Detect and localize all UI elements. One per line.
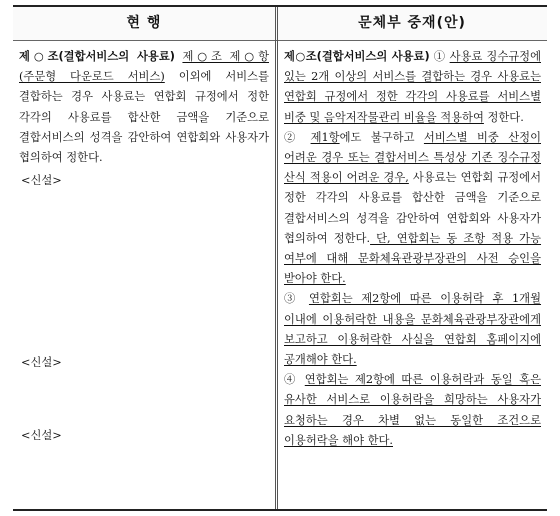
p2-number: ② (284, 130, 302, 144)
p4-number: ④ (284, 373, 299, 387)
proposal-title: 제○조(결합서비스의 사용료) (284, 50, 430, 63)
p2-underlined-2: 서비스별 비중 산정이 어려운 경우 또는 결합서비스 특성상 기존 징수규정 산식 적용이 어려운 경우, (284, 130, 541, 185)
p2-text-2: 사용료는 연합회 규정에서 정한 각각의 사용료를 합산한 금액을 기준으로 결합서비스의 성격을 감안하여 연합회와 사용자가 협의하여 정한다. (284, 171, 541, 245)
header-current: 현 행 (126, 15, 162, 31)
new-marker-3: <신설> (21, 429, 62, 442)
p1-text: 정한다. (483, 110, 524, 124)
table-header (13, 7, 547, 41)
proposal-paragraph-4 (284, 370, 541, 451)
p2-underlined-3: 단, 연합회는 동 조항 적용 가능 여부에 대해 문화체육관광부장관의 사전 승인을 받아야 한다. (284, 231, 542, 286)
p3-number: ③ (284, 292, 301, 306)
current-clause-body: 이외에 서비스를 결합하는 경우 사용료는 연합회 규정에서 정한 각각의 사용료를 합산한 금액을 기준으로 결합서비스의 성격을 감안하여 연합회와 사용자가 협의하여 정한다. (19, 70, 270, 165)
p1-underlined: 사용료 징수규정에 있는 2개 이상의 서비스를 결합하는 경우 사용료는 연합회 규정에서 정한 각각의 사용료를 서비스별 비중 및 음악저작물관리 비율을 적용하여 (284, 50, 541, 124)
proposal-paragraph-1 (284, 47, 541, 128)
current-clause-ref: 제○조 제○항(주문형 다운로드 서비스) (19, 50, 269, 84)
current-text-column (19, 47, 269, 168)
column-divider (275, 7, 277, 509)
proposal-text-column (284, 47, 541, 451)
p1-number: ① (433, 50, 446, 63)
p4-underlined: 연합회는 제2항에 따른 이용허락과 동일 혹은 유사한 서비스로 이용허락을 희망하는 사용자가 요청하는 경우 차별 없는 동일한 조건으로 이용허락을 해야 한다. (284, 373, 541, 447)
p2-text-1: 에도 불구하고 (339, 130, 424, 144)
proposal-paragraph-2 (284, 128, 541, 290)
new-marker-2: <신설> (21, 356, 62, 369)
p3-underlined: 연합회는 제2항에 따른 이용허락 후 1개월 이내에 이용허락한 내용을 문화체육관광부장관에게 보고하고 이용허락한 사실을 연합회 홈페이지에 공개해야 한다. (284, 292, 542, 367)
new-marker-1: <신설> (21, 174, 62, 187)
comparison-table (13, 5, 547, 511)
current-title: 제○조(결합서비스의 사용료) (19, 50, 175, 63)
proposal-paragraph-3 (284, 289, 541, 370)
header-proposal: 문체부 중재(안) (358, 15, 466, 31)
p2-underlined-1: 제1항 (310, 130, 340, 144)
current-clause (19, 47, 269, 168)
